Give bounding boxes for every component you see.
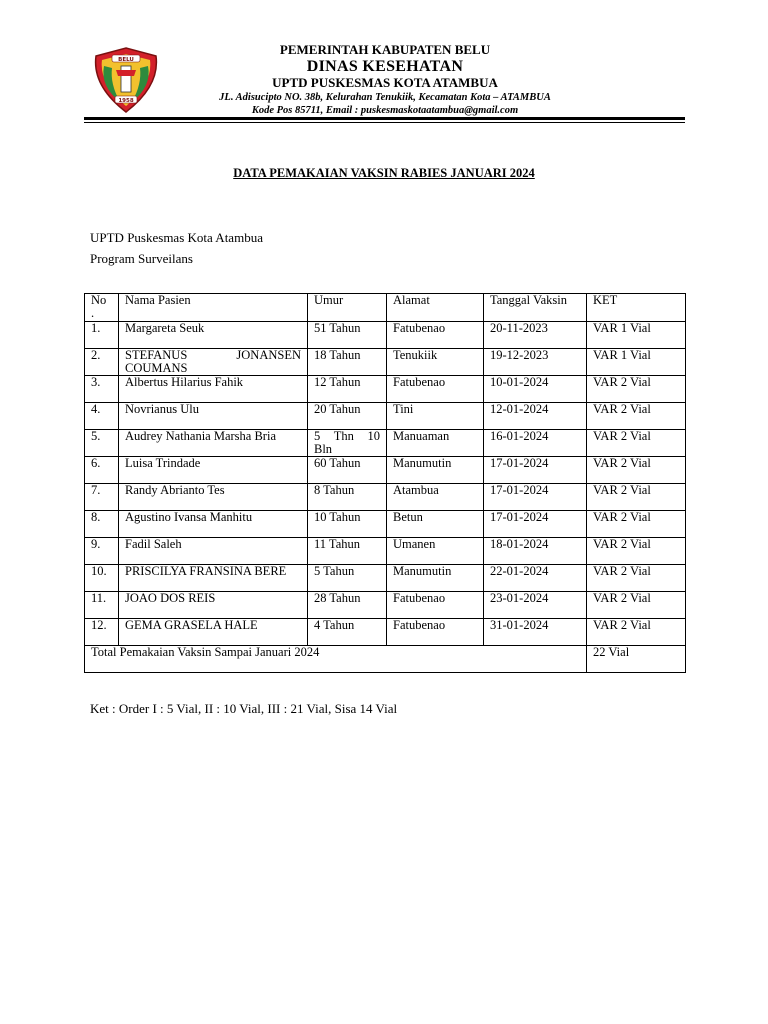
table-row — [85, 403, 686, 430]
vaccine-date: 10-01-2024 — [484, 376, 587, 403]
belu-regency-logo — [90, 46, 162, 114]
vaccine-date: 17-01-2024 — [484, 457, 587, 484]
letterhead-address: JL. Adisucipto NO. 38b, Kelurahan Tenukiik, Kecamatan Kota – ATAMBUA — [219, 92, 551, 103]
row-number: 7. — [85, 484, 119, 511]
patient-address: Fatubenao — [387, 322, 484, 349]
row-note: VAR 2 Vial — [587, 538, 686, 565]
letterhead-divider-thin — [84, 122, 685, 123]
patient-name: Audrey Nathania Marsha Bria — [119, 430, 308, 457]
table-row — [85, 565, 686, 592]
vaccine-date: 16-01-2024 — [484, 430, 587, 457]
table-row — [85, 376, 686, 403]
row-note: VAR 1 Vial — [587, 349, 686, 376]
patient-name: GEMA GRASELA HALE — [119, 619, 308, 646]
patient-address: Manumutin — [387, 565, 484, 592]
row-note: VAR 2 Vial — [587, 592, 686, 619]
svg-text:1958: 1958 — [118, 97, 134, 104]
table-total-row — [85, 646, 686, 673]
vaccine-date: 23-01-2024 — [484, 592, 587, 619]
table-row — [85, 592, 686, 619]
row-number: 1. — [85, 322, 119, 349]
unit-name: UPTD Puskesmas Kota Atambua — [90, 230, 263, 245]
vaccine-date: 20-11-2023 — [484, 322, 587, 349]
patient-age: 51 Tahun — [308, 322, 387, 349]
row-number: 3. — [85, 376, 119, 403]
header-patient-name: Nama Pasien — [119, 294, 308, 322]
order-note: Ket : Order I : 5 Vial, II : 10 Vial, III : 21 Vial, Sisa 14 Vial — [90, 701, 398, 716]
patient-name: Fadil Saleh — [119, 538, 308, 565]
table-row — [85, 619, 686, 646]
row-note: VAR 2 Vial — [587, 511, 686, 538]
table-header-row — [85, 294, 686, 322]
table-row — [85, 511, 686, 538]
header-age: Umur — [308, 294, 387, 322]
program-name: Program Surveilans — [90, 251, 193, 266]
vaccine-date: 22-01-2024 — [484, 565, 587, 592]
row-note: VAR 2 Vial — [587, 565, 686, 592]
patient-address: Fatubenao — [387, 592, 484, 619]
patient-address: Manuaman — [387, 430, 484, 457]
row-number: 2. — [85, 349, 119, 376]
row-note: VAR 2 Vial — [587, 484, 686, 511]
patient-name: STEFANUS JONANSEN COUMANS — [119, 349, 308, 376]
patient-age: 12 Tahun — [308, 376, 387, 403]
patient-age: 4 Tahun — [308, 619, 387, 646]
row-number: 8. — [85, 511, 119, 538]
patient-name: PRISCILYA FRANSINA BERE — [119, 565, 308, 592]
header-no: No . — [85, 294, 119, 322]
patient-address: Manumutin — [387, 457, 484, 484]
patient-name: Luisa Trindade — [119, 457, 308, 484]
row-number: 12. — [85, 619, 119, 646]
svg-text:BELU: BELU — [118, 57, 134, 63]
patient-age: 28 Tahun — [308, 592, 387, 619]
vaccine-date: 18-01-2024 — [484, 538, 587, 565]
vaccine-date: 17-01-2024 — [484, 511, 587, 538]
patient-age: 5 Tahun — [308, 565, 387, 592]
patient-address: Atambua — [387, 484, 484, 511]
patient-address: Betun — [387, 511, 484, 538]
row-number: 5. — [85, 430, 119, 457]
letterhead-divider-thick — [84, 117, 685, 120]
row-number: 10. — [85, 565, 119, 592]
vaccine-usage-table — [84, 293, 686, 673]
patient-age: 60 Tahun — [308, 457, 387, 484]
patient-age: 18 Tahun — [308, 349, 387, 376]
header-vaccine-date: Tanggal Vaksin — [484, 294, 587, 322]
patient-age: 5 Thn 10 Bln — [308, 430, 387, 457]
letterhead-contact: Kode Pos 85711, Email : puskesmaskotaatambua@gmail.com — [251, 105, 519, 116]
table-row — [85, 322, 686, 349]
row-number: 6. — [85, 457, 119, 484]
patient-address: Umanen — [387, 538, 484, 565]
patient-name: Novrianus Ulu — [119, 403, 308, 430]
header-note: KET — [587, 294, 686, 322]
table-row — [85, 484, 686, 511]
row-note: VAR 1 Vial — [587, 322, 686, 349]
row-note: VAR 2 Vial — [587, 619, 686, 646]
vaccine-date: 31-01-2024 — [484, 619, 587, 646]
patient-name: JOAO DOS REIS — [119, 592, 308, 619]
patient-address: Tini — [387, 403, 484, 430]
letterhead-department: DINAS KESEHATAN — [306, 58, 464, 75]
vaccine-date: 12-01-2024 — [484, 403, 587, 430]
patient-age: 20 Tahun — [308, 403, 387, 430]
patient-name: Margareta Seuk — [119, 322, 308, 349]
total-value: 22 Vial — [587, 646, 686, 673]
letterhead-government: PEMERINTAH KABUPATEN BELU — [279, 42, 491, 57]
vaccine-date: 19-12-2023 — [484, 349, 587, 376]
vaccine-date: 17-01-2024 — [484, 484, 587, 511]
patient-name: Albertus Hilarius Fahik — [119, 376, 308, 403]
letterhead — [160, 42, 610, 117]
row-note: VAR 2 Vial — [587, 376, 686, 403]
letterhead-unit: UPTD PUSKESMAS KOTA ATAMBUA — [272, 75, 498, 90]
patient-age: 8 Tahun — [308, 484, 387, 511]
row-number: 9. — [85, 538, 119, 565]
row-number: 4. — [85, 403, 119, 430]
total-label: Total Pemakaian Vaksin Sampai Januari 2024 — [85, 646, 587, 673]
document-title: DATA PEMAKAIAN VAKSIN RABIES JANUARI 2024 — [233, 166, 535, 180]
table-row — [85, 349, 686, 376]
patient-age: 11 Tahun — [308, 538, 387, 565]
row-note: VAR 2 Vial — [587, 430, 686, 457]
patient-name: Randy Abrianto Tes — [119, 484, 308, 511]
header-address: Alamat — [387, 294, 484, 322]
table-row — [85, 430, 686, 457]
patient-address: Tenukiik — [387, 349, 484, 376]
row-note: VAR 2 Vial — [587, 457, 686, 484]
patient-age: 10 Tahun — [308, 511, 387, 538]
patient-name: Agustino Ivansa Manhitu — [119, 511, 308, 538]
patient-address: Fatubenao — [387, 619, 484, 646]
row-note: VAR 2 Vial — [587, 403, 686, 430]
table-row — [85, 457, 686, 484]
row-number: 11. — [85, 592, 119, 619]
table-row — [85, 538, 686, 565]
patient-address: Fatubenao — [387, 376, 484, 403]
